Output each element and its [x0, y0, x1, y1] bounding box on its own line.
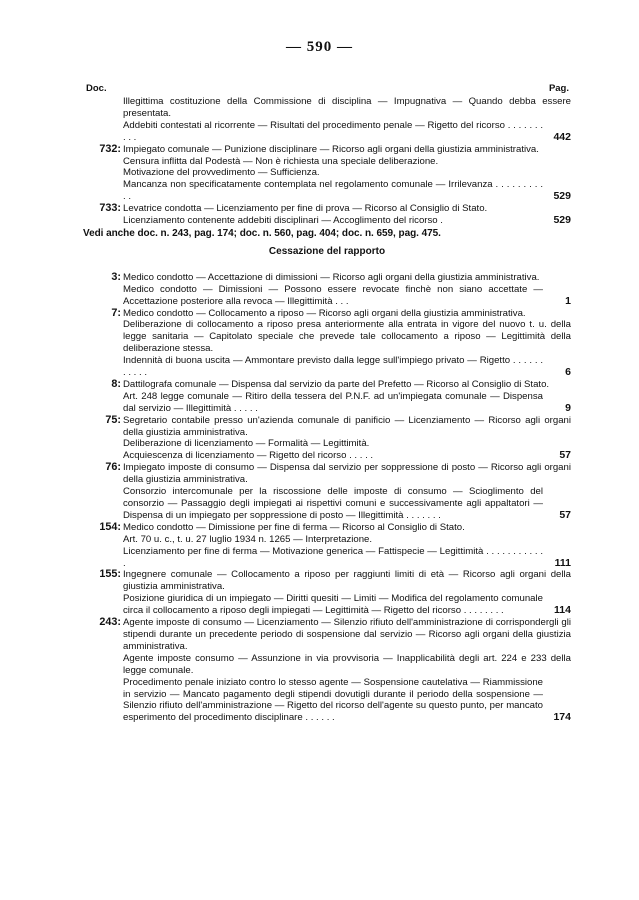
entry-text: Art. 248 legge comunale — Ritiro della tessera del P.N.F. ad un'impiegata comunale — Dispensa dal servizio — Illegittimità . . . . .: [123, 390, 543, 414]
page-reference: 442: [553, 130, 571, 143]
entry-text: Indennità di buona uscita — Ammontare previsto dalla legge sull'impiego privato — Rigetto . . . . . . . . . . .: [123, 355, 543, 379]
page-reference: 111: [554, 556, 571, 569]
page-number: — 590 —: [286, 39, 353, 55]
entry-text: Motivazione del provvedimento — Sufficienza.: [123, 167, 320, 179]
entry-subitem: [123, 617, 571, 653]
entry-subitem: [123, 144, 571, 156]
entry-subitem: [123, 284, 571, 308]
entry-subitem: [123, 522, 571, 534]
entry-text: Medico condotto — Dimissione per fine di ferma — Ricorso al Consiglio di Stato.: [123, 521, 465, 533]
entry-text: Illegittima costituzione della Commissione di disciplina — Impugnativa — Quando debba essere presentata.: [123, 96, 571, 119]
index-entry: [83, 415, 571, 463]
entry-items: [123, 96, 571, 144]
entry-text: Medico condotto — Dimissioni — Possono essere revocate finchè non siano accettate — Accettazione posteriore alla revoca — Illegittimità . . .: [123, 283, 543, 307]
section-title: Cessazione del rapporto: [268, 245, 386, 257]
index-entry: [83, 144, 571, 204]
doc-number: 8:: [111, 377, 121, 390]
entry-subitem: [123, 96, 571, 120]
entry-text: Deliberazione di licenziamento — Formalità — Legittimità.: [123, 438, 370, 450]
page-reference: 9: [565, 401, 571, 414]
doc-number: 732:: [99, 142, 121, 155]
entry-text: Agente imposte consumo — Assunzione in via provvisoria — Inapplicabilità degli art. 224 e 233 della legge comunale.: [123, 652, 571, 676]
entry-text: Posizione giuridica di un impiegato — Diritti quesiti — Limiti — Modifica del regolamento comunale circa il collocamento a riposo degli impiegati — Legittimità — Rigetto del ricorso . . . . . . . .: [123, 593, 543, 617]
entry-text: Art. 70 u. c., t. u. 27 luglio 1934 n. 1265 — Interpretazione.: [123, 533, 373, 545]
entry-subitem: [123, 179, 571, 203]
entry-subitem: [123, 319, 571, 355]
index-entry: [83, 522, 571, 570]
column-header-pag: Pag.: [548, 83, 569, 94]
index-entry: [83, 569, 571, 617]
entry-subitem: [123, 272, 571, 284]
entry-text: Medico condotto — Collocamento a riposo — Ricorso agli organi della giustizia amministrativa.: [123, 307, 526, 319]
entry-subitem: [123, 308, 571, 320]
entry-subitem: [123, 203, 571, 215]
entry-text: Deliberazione di collocamento a riposo presa anteriormente alla entrata in vigore del nuovo t. u. della legge sanitaria — Capitolato speciale che prevede tale collocamento a riposo — Legittimità della deliberazione stessa.: [123, 319, 571, 355]
column-header-doc: Doc.: [86, 83, 107, 94]
index-entry: [83, 379, 571, 415]
entry-subitem: [123, 415, 571, 439]
doc-number: 75:: [105, 413, 121, 426]
entry-subitem: [123, 593, 571, 617]
entry-items: [123, 522, 571, 570]
page-reference: 57: [559, 508, 571, 521]
index-entry: [83, 308, 571, 379]
entry-subitem: [123, 120, 571, 144]
entry-text: Mancanza non specificatamente contemplata nel regolamento comunale — Irrilevanza . . . . . . . . . . .: [123, 179, 543, 203]
entry-items: [123, 569, 571, 617]
page-reference: 6: [565, 366, 571, 379]
entry-subitem: [123, 167, 571, 179]
entry-text: Medico condotto — Accettazione di dimissioni — Ricorso agli organi della giustizia amministrativa.: [123, 271, 540, 283]
entry-items: [123, 617, 571, 724]
entry-text: Impiegato imposte di consumo — Dispensa dal servizio per soppressione di posto — Ricorso agli organi della giustizia amministrativa.: [123, 462, 571, 486]
doc-number: 733:: [99, 202, 121, 215]
entry-subitem: [123, 569, 571, 593]
doc-number: 155:: [99, 568, 121, 581]
index-entry: [83, 203, 571, 227]
entry-subitem: [123, 486, 571, 522]
entry-subitem: [123, 462, 571, 486]
entry-subitem: [123, 450, 571, 462]
entry-items: [123, 203, 571, 227]
entry-subitem: [123, 156, 571, 168]
entry-text: Censura inflitta dal Podestà — Non è richiesta una speciale deliberazione.: [123, 155, 439, 167]
entry-items: [123, 462, 571, 522]
page-reference: 114: [554, 604, 571, 617]
entry-subitem: [123, 677, 571, 725]
top-block: [83, 96, 571, 227]
doc-number: 154:: [99, 520, 121, 533]
entry-text: Licenziamento contenente addebiti disciplinari — Accoglimento del ricorso .: [123, 215, 443, 227]
entry-text: Consorzio intercomunale per la riscossione delle imposte di consumo — Scioglimento del consorzio — Passaggio degli impiegati ai rispettivi comuni e successivamente agli appaltatori — Dispensa di un impiegato per soppressione di posto — Illegittimità . . . . . . .: [123, 486, 543, 521]
entry-items: [123, 144, 571, 204]
entry-text: Impiegato comunale — Punizione disciplinare — Ricorso agli organi della giustizia amministrativa.: [123, 143, 539, 155]
entry-text: Ingegnere comunale — Collocamento a riposo per raggiunti limiti di età — Ricorso agli organi della giustizia amministrativa.: [123, 569, 571, 593]
page-reference: 174: [553, 711, 571, 724]
index-content: [83, 96, 571, 724]
entry-text: Segretario contabile presso un'azienda comunale di panificio — Licenziamento — Ricorso agli organi della giustizia amministrativa.: [123, 414, 571, 438]
page-reference: 57: [559, 449, 571, 462]
entry-text: Addebiti contestati al ricorrente — Risultati del procedimento penale — Rigetto del ricorso . . . . . . . . . .: [123, 119, 543, 143]
page-reference: 529: [553, 214, 571, 227]
entry-subitem: [123, 546, 571, 570]
doc-number: 3:: [111, 270, 121, 283]
entry-subitem: [123, 379, 571, 391]
see-also-line: Vedi anche doc. n. 243, pag. 174; doc. n. 560, pag. 404; doc. n. 659, pag. 475.: [83, 227, 441, 239]
entry-items: [123, 415, 571, 463]
doc-number: 76:: [105, 461, 121, 474]
index-entry: [83, 617, 571, 724]
page-reference: 529: [553, 190, 571, 203]
entry-subitem: [123, 438, 571, 450]
index-entry: [83, 462, 571, 522]
doc-number: 7:: [111, 306, 121, 319]
entry-subitem: [123, 355, 571, 379]
index-entry: [83, 272, 571, 308]
entry-text: Agente imposte di consumo — Licenziamento — Silenzio rifiuto dell'amministrazione di corrispondergli gli stipendi durante un precedente periodo di sospensione dal servizio — Ricorso agli organi della giustizia amministrativa.: [123, 617, 571, 652]
entry-text: Licenziamento per fine di ferma — Motivazione generica — Fattispecie — Legittimità . . . . . . . . . . . .: [123, 545, 543, 569]
entry-items: [123, 308, 571, 379]
entry-text: Levatrice condotta — Licenziamento per fine di prova — Ricorso al Consiglio di Stato.: [123, 203, 488, 215]
entry-text: Dattilografa comunale — Dispensa dal servizio da parte del Prefetto — Ricorso al Consiglio di Stato.: [123, 378, 550, 390]
entry-text: Procedimento penale iniziato contro lo stesso agente — Sospensione cautelativa — Riammissione in servizio — Mancato pagamento degli stipendi dovutigli durante il periodo della sospensione — Silenzio rifiuto dell'amministrazione — Rigetto del ricorso dell'agente su questo punto, per mancato esperimento del procedimento disciplinare . . . . . .: [123, 676, 543, 724]
index-entry: [83, 96, 571, 144]
entry-text: Acquiescenza di licenziamento — Rigetto del ricorso . . . . .: [123, 450, 374, 462]
entry-subitem: [123, 653, 571, 677]
page-reference: 1: [565, 294, 571, 307]
entries-list: [83, 272, 571, 724]
entry-items: [123, 272, 571, 308]
entry-subitem: [123, 215, 571, 227]
doc-number: 243:: [99, 616, 121, 629]
entry-subitem: [123, 391, 571, 415]
entry-subitem: [123, 534, 571, 546]
entry-items: [123, 379, 571, 415]
